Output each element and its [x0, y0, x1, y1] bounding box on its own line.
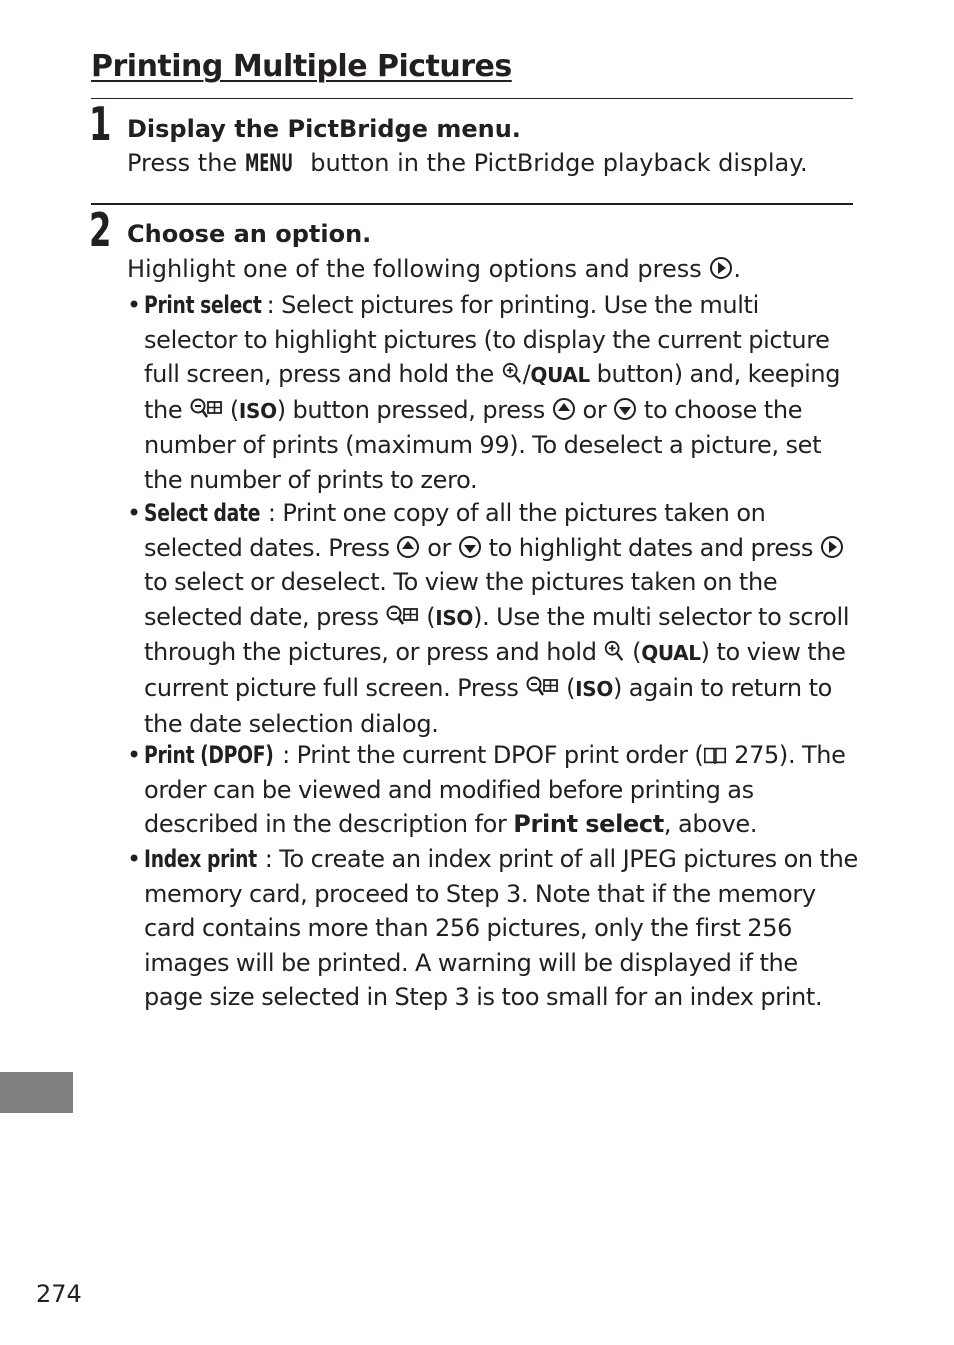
step-number-1: 1	[89, 97, 112, 151]
option-term: Print select	[144, 291, 262, 319]
multi-selector-right-icon	[709, 256, 733, 280]
zoom-in-icon	[501, 361, 523, 385]
page-title: Printing Multiple Pictures	[91, 49, 512, 84]
zoom-out-thumbnail-icon	[525, 675, 559, 699]
chapter-side-tab	[0, 1072, 73, 1113]
step-1-instruction: Press the MENU button in the PictBridge playback display.	[127, 149, 808, 177]
section-divider	[91, 98, 853, 99]
print-select-reference: Print select	[513, 810, 664, 839]
bullet: •	[127, 741, 142, 769]
multi-selector-right-icon	[820, 535, 844, 559]
step-divider	[91, 203, 853, 205]
multi-selector-down-icon	[613, 397, 637, 421]
page-number: 274	[36, 1280, 82, 1308]
option-term: Print (DPOF)	[144, 741, 274, 769]
bullet: •	[127, 291, 142, 319]
step-2-intro: Highlight one of the following options and press .	[127, 255, 742, 283]
menu-button-glyph: MENU	[244, 149, 293, 177]
multi-selector-down-icon	[458, 535, 482, 559]
option-select-date: Select date : Print one copy of all the pictures taken on selected dates. Press or to highlight dates and press to select or deselect. To view the pictures taken on the selected date, press (ISO). Use the multi selector to scroll through the pictures, or press and hold (QUAL) to view the current picture full screen. Press (ISO) again to return to the date selection dialog.	[144, 496, 856, 741]
step-heading-2: Choose an option.	[127, 220, 372, 248]
option-print-dpof: Print (DPOF) : Print the current DPOF print order ( 275). The order can be viewed and modified before printing as described in the description for Print select, above.	[144, 738, 856, 842]
bullet: •	[127, 845, 142, 873]
page-reference-icon	[703, 744, 727, 766]
option-index-print: Index print : To create an index print of all JPEG pictures on the memory card, proceed to Step 3. Note that if the memory card contains more than 256 pictures, only the first 256 images will be printed. A warning will be displayed if the page size selected in Step 3 is too small for an index print.	[144, 842, 856, 1015]
option-print-select: Print select : Select pictures for printing. Use the multi selector to highlight pictures (to display the current picture full screen, press and hold the /QUAL button) and, keeping the (ISO) button pressed, press or to choose the number of prints (maximum 99). To deselect a picture, set the number of prints to zero.	[144, 288, 856, 498]
zoom-out-thumbnail-icon	[385, 604, 419, 628]
option-term: Select date	[144, 499, 261, 527]
multi-selector-up-icon	[396, 535, 420, 559]
multi-selector-up-icon	[552, 397, 576, 421]
bullet: •	[127, 499, 142, 527]
step-number-2: 2	[89, 203, 112, 257]
zoom-out-thumbnail-icon	[189, 397, 223, 421]
step-heading-1: Display the PictBridge menu.	[127, 115, 521, 143]
option-term: Index print	[144, 845, 257, 873]
zoom-in-icon	[603, 639, 625, 663]
